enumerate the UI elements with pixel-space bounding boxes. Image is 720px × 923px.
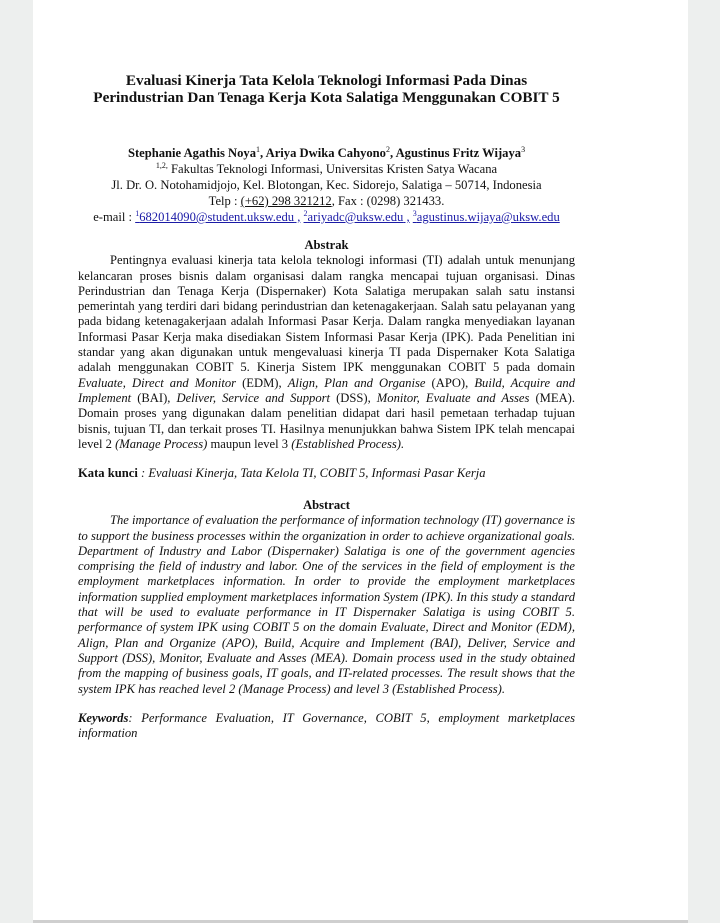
- author-3: Agustinus Fritz Wijaya: [395, 146, 522, 160]
- kata-kunci-label: Kata kunci: [78, 466, 138, 481]
- telp-number: (+62) 298 321212: [240, 194, 332, 208]
- abstrak-heading: Abstrak: [304, 238, 349, 252]
- fax: , Fax : (0298) 321433.: [331, 194, 445, 208]
- keywords-values: : Performance Evaluation, IT Governance, COBIT 5, employment marketplaces information: [78, 710, 575, 741]
- email-label: e-mail :: [93, 210, 136, 224]
- keywords-label: Keywords: [78, 710, 129, 725]
- email-link-2[interactable]: $^2$ariyadc@uksw.edu ,: [303, 208, 410, 224]
- author-block: [78, 145, 575, 225]
- telp-label: Telp :: [208, 194, 241, 208]
- email-link-3[interactable]: $^3$agustinus.wijaya@uksw.edu: [412, 208, 560, 224]
- affiliation: Fakultas Teknologi Informasi, Universitas Kristen Satya Wacana: [171, 162, 498, 176]
- address: Jl. Dr. O. Notohamidjojo, Kel. Blotongan, Kec. Sidorejo, Salatiga – 50714, Indonesia: [111, 178, 542, 192]
- abstract-section: [78, 498, 575, 741]
- abstrak-section: [78, 238, 575, 481]
- affiliation-sup: 1,2,: [155, 160, 168, 170]
- abstract-paragraph: The importance of evaluation the performance of information technology (IT) governance is to support the business processes within the organization in order to achieve organizational goals. Department of Industry and Labor (Dispernaker) Salatiga is one of the government agencies comprising the field of industry and labor. One of the services in the field of employment is the employment marketplaces information. In order to provide the employment marketplaces information supplied employment marketplaces information System (IPK). In this study a standard that will be used to evaluate performance in IT Dispernaker Salatiga is using COBIT 5. performance of system IPK using COBIT 5 on the domain Evaluate, Direct and Monitor (EDM), Align, Plan and Organize (APO), Build, Acquire and Implement (BAI), Deliver, Service and Support (DSS), Monitor, Evaluate and Asses (MEA). Domain process used in the study obtained from the mapping of business goals, IT goals, and IT-related processes. The result shows that the system IPK has reached level 2 (Manage Process) and level 3 (Established Process).: [78, 513, 575, 696]
- title-line-2: Perindustrian Dan Tenaga Kerja Kota Salatiga Menggunakan COBIT 5: [93, 89, 560, 106]
- abstract-heading: Abstract: [303, 498, 350, 512]
- title-line-1: Evaluasi Kinerja Tata Kelola Teknologi Informasi Pada Dinas: [125, 72, 528, 89]
- kata-kunci: [78, 466, 575, 481]
- paper-title: [78, 72, 575, 106]
- abstrak-paragraph: Pentingnya evaluasi kinerja tata kelola teknologi informasi (TI) adalah untuk menunjang kelancaran proses bisnis dalam organisasi dalam rangka mencapai tujuan organisasi. Dinas Perindustrian dan Tenaga Kerja (Dispernaker) Kota Salatiga merupakan salah satu instansi pemerintah yang terdiri dari bidang perindustrian dan ketenagakerjaan. Salah satu pelayanan yang pada bidang ketenagakerjaan adalah Informasi Pasar Kerja. Dalam rangka menyediakan layanan Informasi Pasar Kerja maka disediakan Sistem Informasi Pasar Kerja (IPK). Pada Penelitian ini standar yang akan digunakan untuk mengevaluasi kinerja TI pada Dispernaker Kota Salatiga adalah menggunakan COBIT 5. Kinerja Sistem IPK menggunakan COBIT 5 pada domain Evaluate, Direct and Monitor (EDM), Align, Plan and Organise (APO), Build, Acquire and Implement (BAI), Deliver, Service and Support (DSS), Monitor, Evaluate and Asses (MEA). Domain proses yang digunakan dalam penelitian didapat dari hasil pemetaan terhadap tujuan bisnis, tujuan TI, dan terkait proses TI. Hasilnya menunjukkan bahwa Sistem IPK telah mencapai level 2 (Manage Process) maupun level 3 (Established Process).: [78, 253, 576, 451]
- email-link-1[interactable]: $^1$682014090@student.uksw.edu ,: [135, 208, 301, 224]
- author-names: Stephanie Agathis Noya$^1$, Ariya Dwika Cahyono$^2$, Agustinus Fritz Wijaya$^3$: [127, 144, 526, 160]
- author-2: Ariya Dwika Cahyono: [265, 146, 386, 160]
- kata-kunci-values: : Evaluasi Kinerja, Tata Kelola TI, COBIT 5, Informasi Pasar Kerja: [137, 466, 486, 481]
- keywords: [78, 711, 575, 742]
- author-1: Stephanie Agathis Noya: [127, 146, 256, 160]
